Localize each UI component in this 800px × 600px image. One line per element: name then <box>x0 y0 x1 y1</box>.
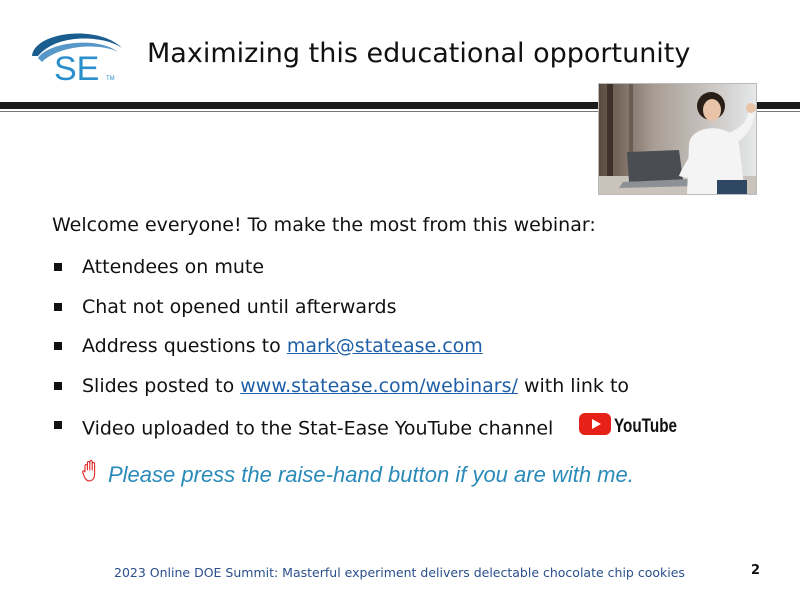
bullet-text: Attendees on mute <box>82 256 265 278</box>
square-bullet-icon <box>54 382 62 390</box>
email-link[interactable]: mark@statease.com <box>286 335 483 357</box>
list-item <box>52 334 679 374</box>
bullet-text: Chat not opened until afterwards <box>82 295 397 318</box>
intro-text: Welcome everyone! To make the most from this webinar: <box>52 214 596 236</box>
page-number: 2 <box>751 563 761 578</box>
youtube-label: YouTube <box>614 416 678 437</box>
bullet-text-after: with link to <box>517 374 630 397</box>
square-bullet-icon <box>54 263 62 271</box>
logo-text: SE <box>54 50 100 88</box>
youtube-logo-icon[interactable] <box>579 411 679 443</box>
logo-tm: TM <box>106 76 115 82</box>
raised-hand-icon <box>82 460 98 488</box>
list-item <box>52 255 679 295</box>
list-item <box>52 413 679 453</box>
bullet-list <box>52 255 679 453</box>
stat-ease-logo <box>28 22 128 86</box>
list-item <box>52 295 679 335</box>
bullet-text: Slides posted to <box>82 374 241 397</box>
raise-hand-line <box>82 462 634 490</box>
list-item <box>52 374 679 414</box>
woman-laptop-photo <box>598 83 757 195</box>
square-bullet-icon <box>54 421 62 429</box>
slide-title: Maximizing this educational opportunity <box>147 38 691 69</box>
square-bullet-icon <box>54 342 62 350</box>
webinars-link[interactable]: www.statease.com/webinars/ <box>240 374 518 397</box>
bullet-text: Video uploaded to the Stat-Ease YouTube channel <box>82 417 554 440</box>
square-bullet-icon <box>54 303 62 311</box>
bullet-text: Address questions to <box>82 335 287 357</box>
footer-text: 2023 Online DOE Summit: Masterful experiment delivers delectable chocolate chip cookies <box>114 565 685 580</box>
raise-hand-text: Please press the raise-hand button if you are with me. <box>108 462 634 487</box>
